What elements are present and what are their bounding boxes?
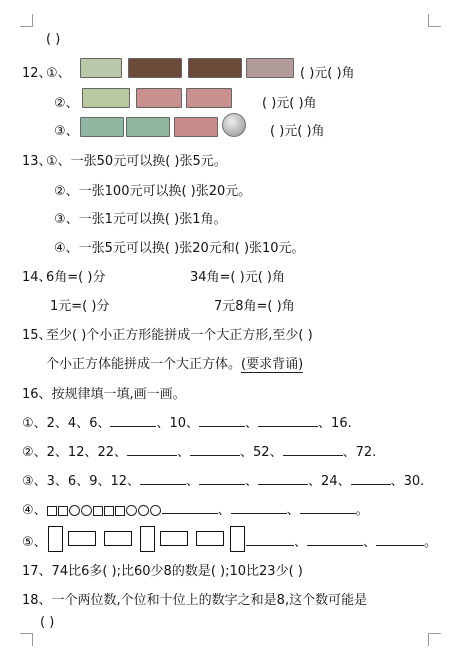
banknote-2jiao-icon	[126, 117, 170, 137]
q13-line1: ①、一张50元可以换( )张5元。	[46, 154, 227, 169]
q16-row2-label: ②、	[22, 445, 47, 460]
square-shape	[93, 506, 103, 516]
q16-row5-seg: 。	[424, 535, 438, 550]
banknote-2jiao-icon	[80, 117, 124, 137]
q16-row2-seg: 、	[177, 445, 191, 460]
wide-rectangle-shape	[196, 531, 224, 546]
q16-row1-seg: 、10、	[156, 416, 200, 431]
answer-blank[interactable]	[300, 501, 356, 514]
q16-row3-seg: 、	[186, 474, 200, 489]
square-shape	[47, 506, 57, 516]
q16-row3-seg: 、24、	[308, 474, 351, 489]
banknote-5yuan-icon	[128, 58, 182, 78]
circle-shape	[81, 505, 92, 516]
banknote-1jiao-icon	[80, 58, 122, 78]
square-shape	[58, 506, 68, 516]
q16-row2	[22, 441, 376, 460]
q15-line2	[46, 353, 303, 372]
q13-line2: ②、一张100元可以换( )张20元。	[54, 184, 252, 199]
q12-part2-label: ②、	[54, 96, 79, 111]
q12-part3-label: ③、	[54, 124, 79, 139]
q16-row1	[22, 412, 352, 431]
q16-row5-seg: 、	[294, 535, 308, 550]
q12-number: 12、	[22, 66, 52, 81]
crop-mark-top-right	[428, 14, 441, 27]
crop-mark-bottom-right	[428, 633, 441, 646]
answer-blank[interactable]	[110, 414, 156, 427]
q15-memorize-note: (要求背诵)	[241, 357, 304, 372]
crop-mark-bottom-left	[20, 633, 33, 646]
q13-line4: ④、一张5元可以换( )张20元和( )张10元。	[54, 241, 305, 256]
wide-rectangle-shape	[104, 531, 132, 546]
crop-mark-top-left	[20, 14, 33, 27]
top-answer-blank: ( )	[46, 32, 61, 47]
banknote-5jiao-icon	[246, 58, 294, 78]
answer-blank[interactable]	[258, 414, 318, 427]
q16-row1-seg: 、	[245, 416, 259, 431]
q16-row1-seg: 、16.	[318, 416, 352, 431]
q12-part3-answer: ( )元( )角	[270, 124, 325, 139]
banknote-1jiao-icon	[136, 88, 182, 108]
q12-part1-answer: ( )元( )角	[300, 66, 355, 81]
circle-shape	[138, 505, 149, 516]
q15-line2-text: 个小正方体能拼成一个大正方体。	[46, 357, 242, 372]
answer-blank[interactable]	[199, 472, 245, 485]
circle-shape	[126, 505, 137, 516]
circle-shape	[150, 505, 161, 516]
answer-blank[interactable]	[258, 472, 308, 485]
q14-number: 14、	[22, 270, 52, 285]
q16-row4-seg: 。	[355, 503, 369, 518]
square-shape	[115, 506, 125, 516]
q16-row2-seg: 、52、	[240, 445, 283, 460]
answer-blank[interactable]	[199, 414, 245, 427]
q18-line2: ( )	[40, 615, 55, 630]
answer-blank[interactable]	[231, 501, 287, 514]
q16-row3-seg: 、30.	[390, 474, 425, 489]
tall-rectangle-shape	[48, 526, 63, 552]
tall-rectangle-shape	[140, 526, 155, 552]
answer-blank[interactable]	[190, 443, 240, 456]
q16-row3-seg: 、	[245, 474, 259, 489]
q16-row1-label: ①、	[22, 416, 47, 431]
wide-rectangle-shape	[68, 531, 96, 546]
banknote-1jiao-icon	[186, 88, 232, 108]
q12-part2-answer: ( )元( )角	[262, 96, 317, 111]
square-shape	[104, 506, 114, 516]
q16-row5-blanks	[246, 531, 437, 550]
q16-row4-seg: 、	[286, 503, 300, 518]
q14-line2-a: 1元=( )分	[50, 299, 110, 314]
answer-blank[interactable]	[351, 472, 391, 485]
q13-number: 13、	[22, 154, 52, 169]
q16-row3	[22, 470, 424, 489]
q13-line3: ③、一张1元可以换( )张1角。	[54, 212, 227, 227]
q16-row4-label: ④、	[22, 503, 47, 518]
q16-row1-seg: 2、4、6、	[46, 416, 111, 431]
tall-rectangle-shape	[230, 526, 245, 552]
q16-row2-seg: 2、12、22、	[46, 445, 128, 460]
banknote-1jiao-icon	[174, 117, 218, 137]
q16-row3-seg: 3、6、9、12、	[46, 474, 141, 489]
answer-blank[interactable]	[140, 472, 186, 485]
banknote-5yuan-icon	[188, 58, 242, 78]
answer-blank[interactable]	[307, 533, 363, 546]
q16-row4	[22, 499, 369, 518]
answer-blank[interactable]	[127, 443, 177, 456]
q16-title: 16、按规律填一填,画一画。	[22, 387, 186, 402]
answer-blank[interactable]	[283, 443, 343, 456]
q15-line1: 至少( )个小正方形能拼成一个大正方形,至少( )	[46, 328, 313, 343]
q14-line1-b: 34角=( )元( )角	[190, 270, 285, 285]
q16-row5-label: ⑤、	[22, 535, 47, 550]
q12-part1-label: ①、	[46, 66, 71, 81]
wide-rectangle-shape	[160, 531, 188, 546]
q16-row2-seg: 、72.	[342, 445, 377, 460]
q16-row5-seg: 、	[363, 535, 377, 550]
answer-blank[interactable]	[376, 533, 424, 546]
q18-line1: 18、一个两位数,个位和十位上的数字之和是8,这个数可能是	[22, 593, 368, 608]
coin-1yuan-icon	[222, 113, 246, 137]
banknote-1yuan-icon	[82, 88, 130, 108]
q14-line1-a: 6角=( )分	[46, 270, 106, 285]
q14-line2-b: 7元8角=( )角	[214, 299, 295, 314]
q17-text: 17、74比6多( );比60少8的数是( );10比23少( )	[22, 564, 303, 579]
answer-blank[interactable]	[162, 501, 218, 514]
q16-row3-label: ③、	[22, 474, 47, 489]
circle-shape	[69, 505, 80, 516]
q16-row4-seg: 、	[217, 503, 231, 518]
answer-blank[interactable]	[246, 533, 294, 546]
q15-number: 15、	[22, 328, 52, 343]
